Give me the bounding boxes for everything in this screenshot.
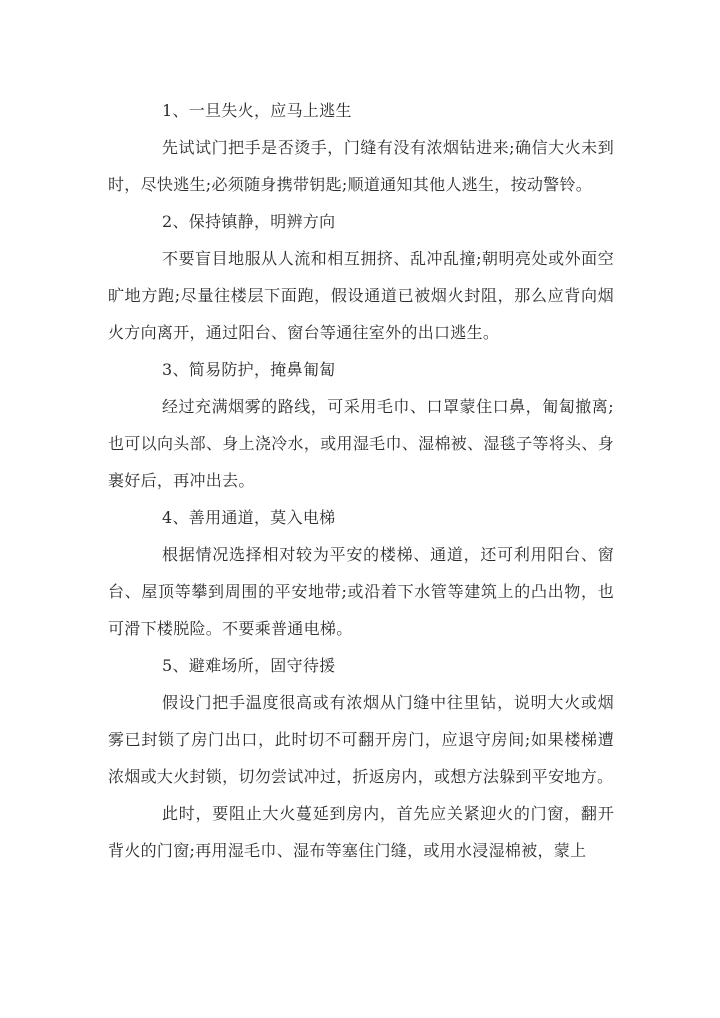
section-heading-5: 5、避难场所，固守待援 — [162, 656, 336, 675]
section-body-5: 假设门把手温度很高或有浓烟从门缝中往里钻，说明大火或烟雾已封锁了房门出口，此时切不可翻开房门，应退守房间;如果楼梯遭浓烟或大火封锁，切勿尝试冲过，折返房内，或想方法躲到平安地方。 — [108, 693, 614, 786]
closing-paragraph: 此时，要阻止大火蔓延到房内，首先应关紧迎火的门窗，翻开背火的门窗;再用湿毛巾、湿布等塞住门缝，或用水浸湿棉被，蒙上 — [108, 804, 614, 860]
section-body-3: 经过充满烟雾的路线，可采用毛巾、口罩蒙住口鼻，匍匐撤离;也可以向头部、身上浇冷水，或用湿毛巾、湿棉被、湿毯子等将头、身裹好后，再冲出去。 — [108, 397, 614, 490]
section-heading-2: 2、保持镇静，明辨方向 — [162, 212, 336, 231]
section-heading-3: 3、简易防护，掩鼻匍匐 — [162, 360, 336, 379]
section-body-4: 根据情况选择相对较为平安的楼梯、通道，还可利用阳台、窗台、屋顶等攀到周围的平安地带;或沿着下水管等建筑上的凸出物，也可滑下楼脱险。不要乘普通电梯。 — [108, 545, 614, 638]
section-heading-1: 1、一旦失火，应马上逃生 — [162, 101, 352, 120]
section-body-1: 先试试门把手是否烫手，门缝有没有浓烟钻进来;确信大火未到时，尽快逃生;必须随身携带钥匙;顺道通知其他人逃生，按动警铃。 — [108, 138, 614, 194]
section-heading-4: 4、善用通道，莫入电梯 — [162, 508, 336, 527]
section-body-2: 不要盲目地服从人流和相互拥挤、乱冲乱撞;朝明亮处或外面空旷地方跑;尽量往楼层下面跑，假设通道已被烟火封阻，那么应背向烟火方向离开，通过阳台、窗台等通往室外的出口逃生。 — [108, 249, 614, 342]
document-content — [108, 92, 614, 869]
